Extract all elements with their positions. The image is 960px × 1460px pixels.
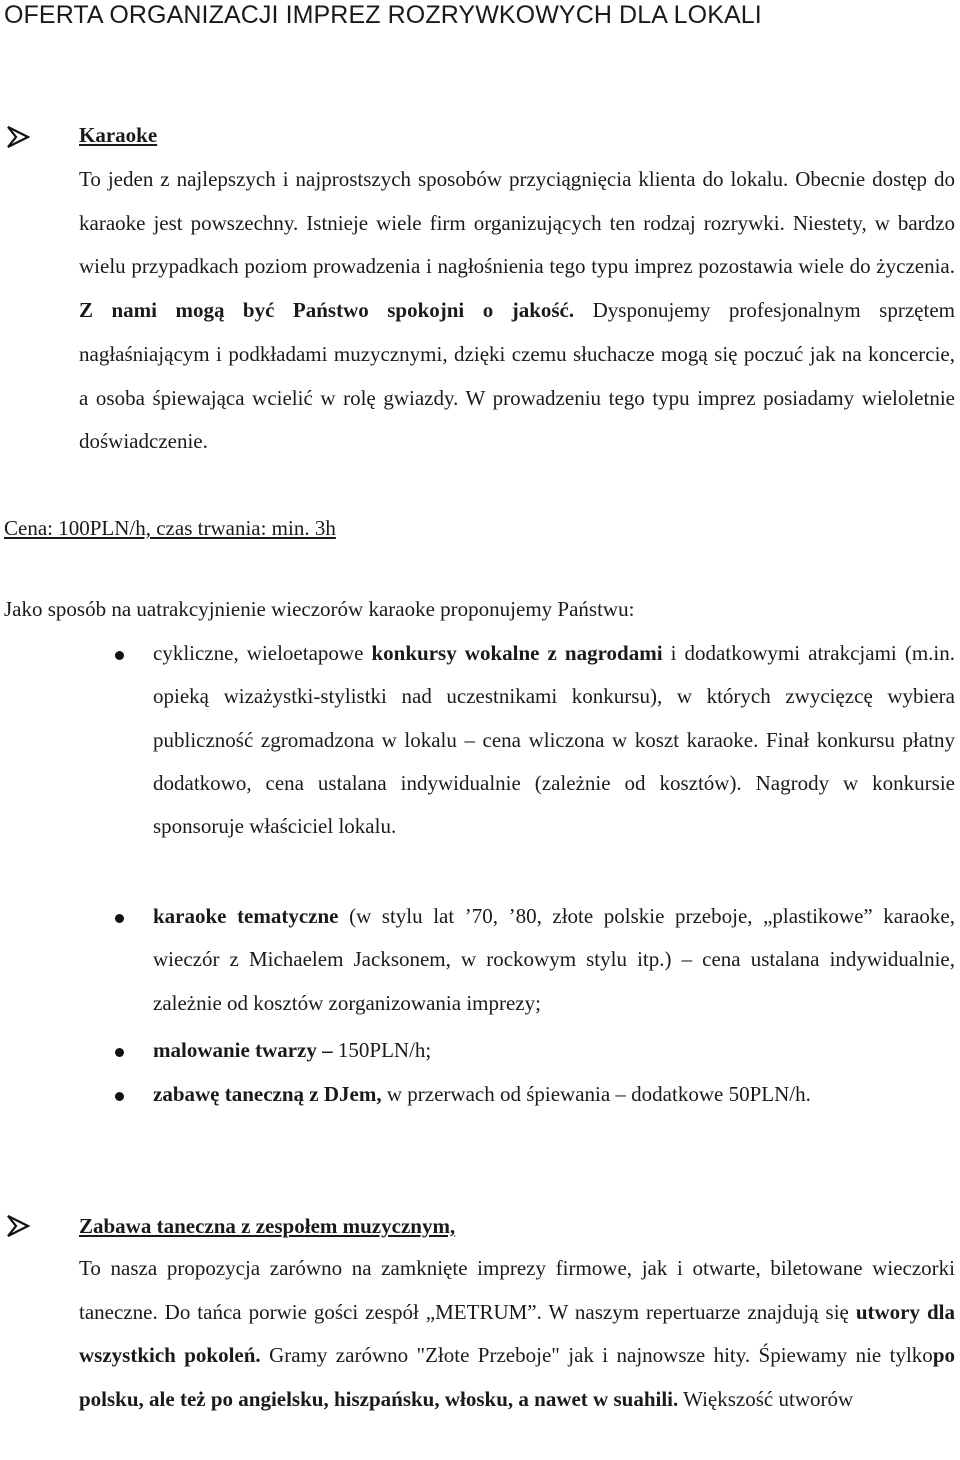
arrow-bullet-icon: [4, 124, 38, 150]
list-item-text: [153, 1029, 955, 1072]
bullet-dot-icon: [115, 914, 124, 923]
list-item-bold: karaoke tematyczne: [153, 904, 339, 928]
list-item-bold: konkursy wokalne z nagrodami: [371, 641, 663, 665]
bullet-dot-icon: [115, 1048, 124, 1057]
list-item-bold: malowanie twarzy –: [153, 1038, 333, 1062]
karaoke-equipment-text: Dysponujemy profesjonalnym sprzętem nagłaśniającym i podkładami muzycznymi, dzięki czemu słuchacze mogą się poczuć jak na koncercie, a osoba śpiewająca wcielić w rolę gwiazdy. W prowadzeniu tego typu imprez posiadamy wieloletnie doświadczenie.: [79, 298, 955, 454]
karaoke-proposals-lead: Jako sposób na uatrakcyjnienie wieczorów karaoke proponujemy Państwu:: [4, 597, 635, 621]
band-languages-claim: po polsku, ale też po angielsku, hiszpańsku, włosku, a nawet w suahili.: [79, 1343, 955, 1412]
page-title: OFERTA ORGANIZACJI IMPREZ ROZRYWKOWYCH DLA LOKALI: [4, 1, 762, 29]
list-item-text: [153, 1073, 955, 1116]
band-hits-text: Gramy zarówno "Złote Przeboje" jak i najnowsze hity. Śpiewamy nie tylko: [260, 1343, 933, 1368]
band-description: [79, 1247, 955, 1422]
karaoke-price: Cena: 100PLN/h, czas trwania: min. 3h: [4, 516, 336, 540]
bullet-dot-icon: [115, 651, 124, 660]
list-item-post: i dodatkowymi atrakcjami (m.in. opieką wizażystki-stylistki nad uczestnikami konkursu), w których zwycięzcę wybiera publiczność zgromadzona w lokalu – cena wliczona w koszt karaoke. Finał konkursu płatny dodatkowo, cena ustalana indywidualnie (zależnie od kosztów). Nagrody w konkursie sponsoruje właściciel lokalu.: [153, 641, 955, 839]
band-continued-text: Większość utworów: [678, 1387, 854, 1412]
band-heading: Zabawa taneczna z zespołem muzycznym,: [79, 1214, 456, 1238]
list-item-post: (w stylu lat ’70, ’80, złote polskie przeboje, „plastikowe” karaoke, wieczór z Michaelem Jacksonem, w rockowym stylu itp.) – cena ustalana indywidualnie, zależnie od kosztów zorganizowania imprezy;: [153, 904, 955, 1015]
list-item-bold: zabawę taneczną z DJem,: [153, 1082, 382, 1106]
bullet-dot-icon: [115, 1092, 124, 1101]
list-item-post: w przerwach od śpiewania – dodatkowe 50PLN/h.: [381, 1082, 811, 1106]
karaoke-quality-claim: Z nami mogą być Państwo spokojni o jakość.: [79, 298, 575, 323]
list-item-post: 150PLN/h;: [332, 1038, 432, 1062]
arrow-bullet-icon: [4, 1213, 38, 1239]
band-intro-text: To nasza propozycja zarówno na zamknięte imprezy firmowe, jak i otwarte, biletowane wieczorki taneczne. Do tańca porwie gości zespół „METRUM”. W naszym repertuarze znajdują się: [79, 1256, 955, 1324]
list-item-pre: cykliczne, wieloetapowe: [153, 641, 372, 665]
list-item-text: [153, 632, 955, 848]
band-repertoire-claim: utwory dla wszystkich pokoleń.: [79, 1299, 955, 1368]
karaoke-description: [79, 158, 955, 464]
list-item-text: [153, 895, 955, 1025]
karaoke-intro-text: To jeden z najlepszych i najprostszych sposobów przyciągnięcia klienta do lokalu. Obecnie dostęp do karaoke jest powszechny. Istnieje wiele firm organizujących ten rodzaj rozrywki. Niestety, w bardzo wielu przypadkach poziom prowadzenia i nagłośnienia tego typu imprez pozostawia wiele do życzenia.: [79, 167, 955, 279]
karaoke-heading: Karaoke: [79, 123, 158, 147]
